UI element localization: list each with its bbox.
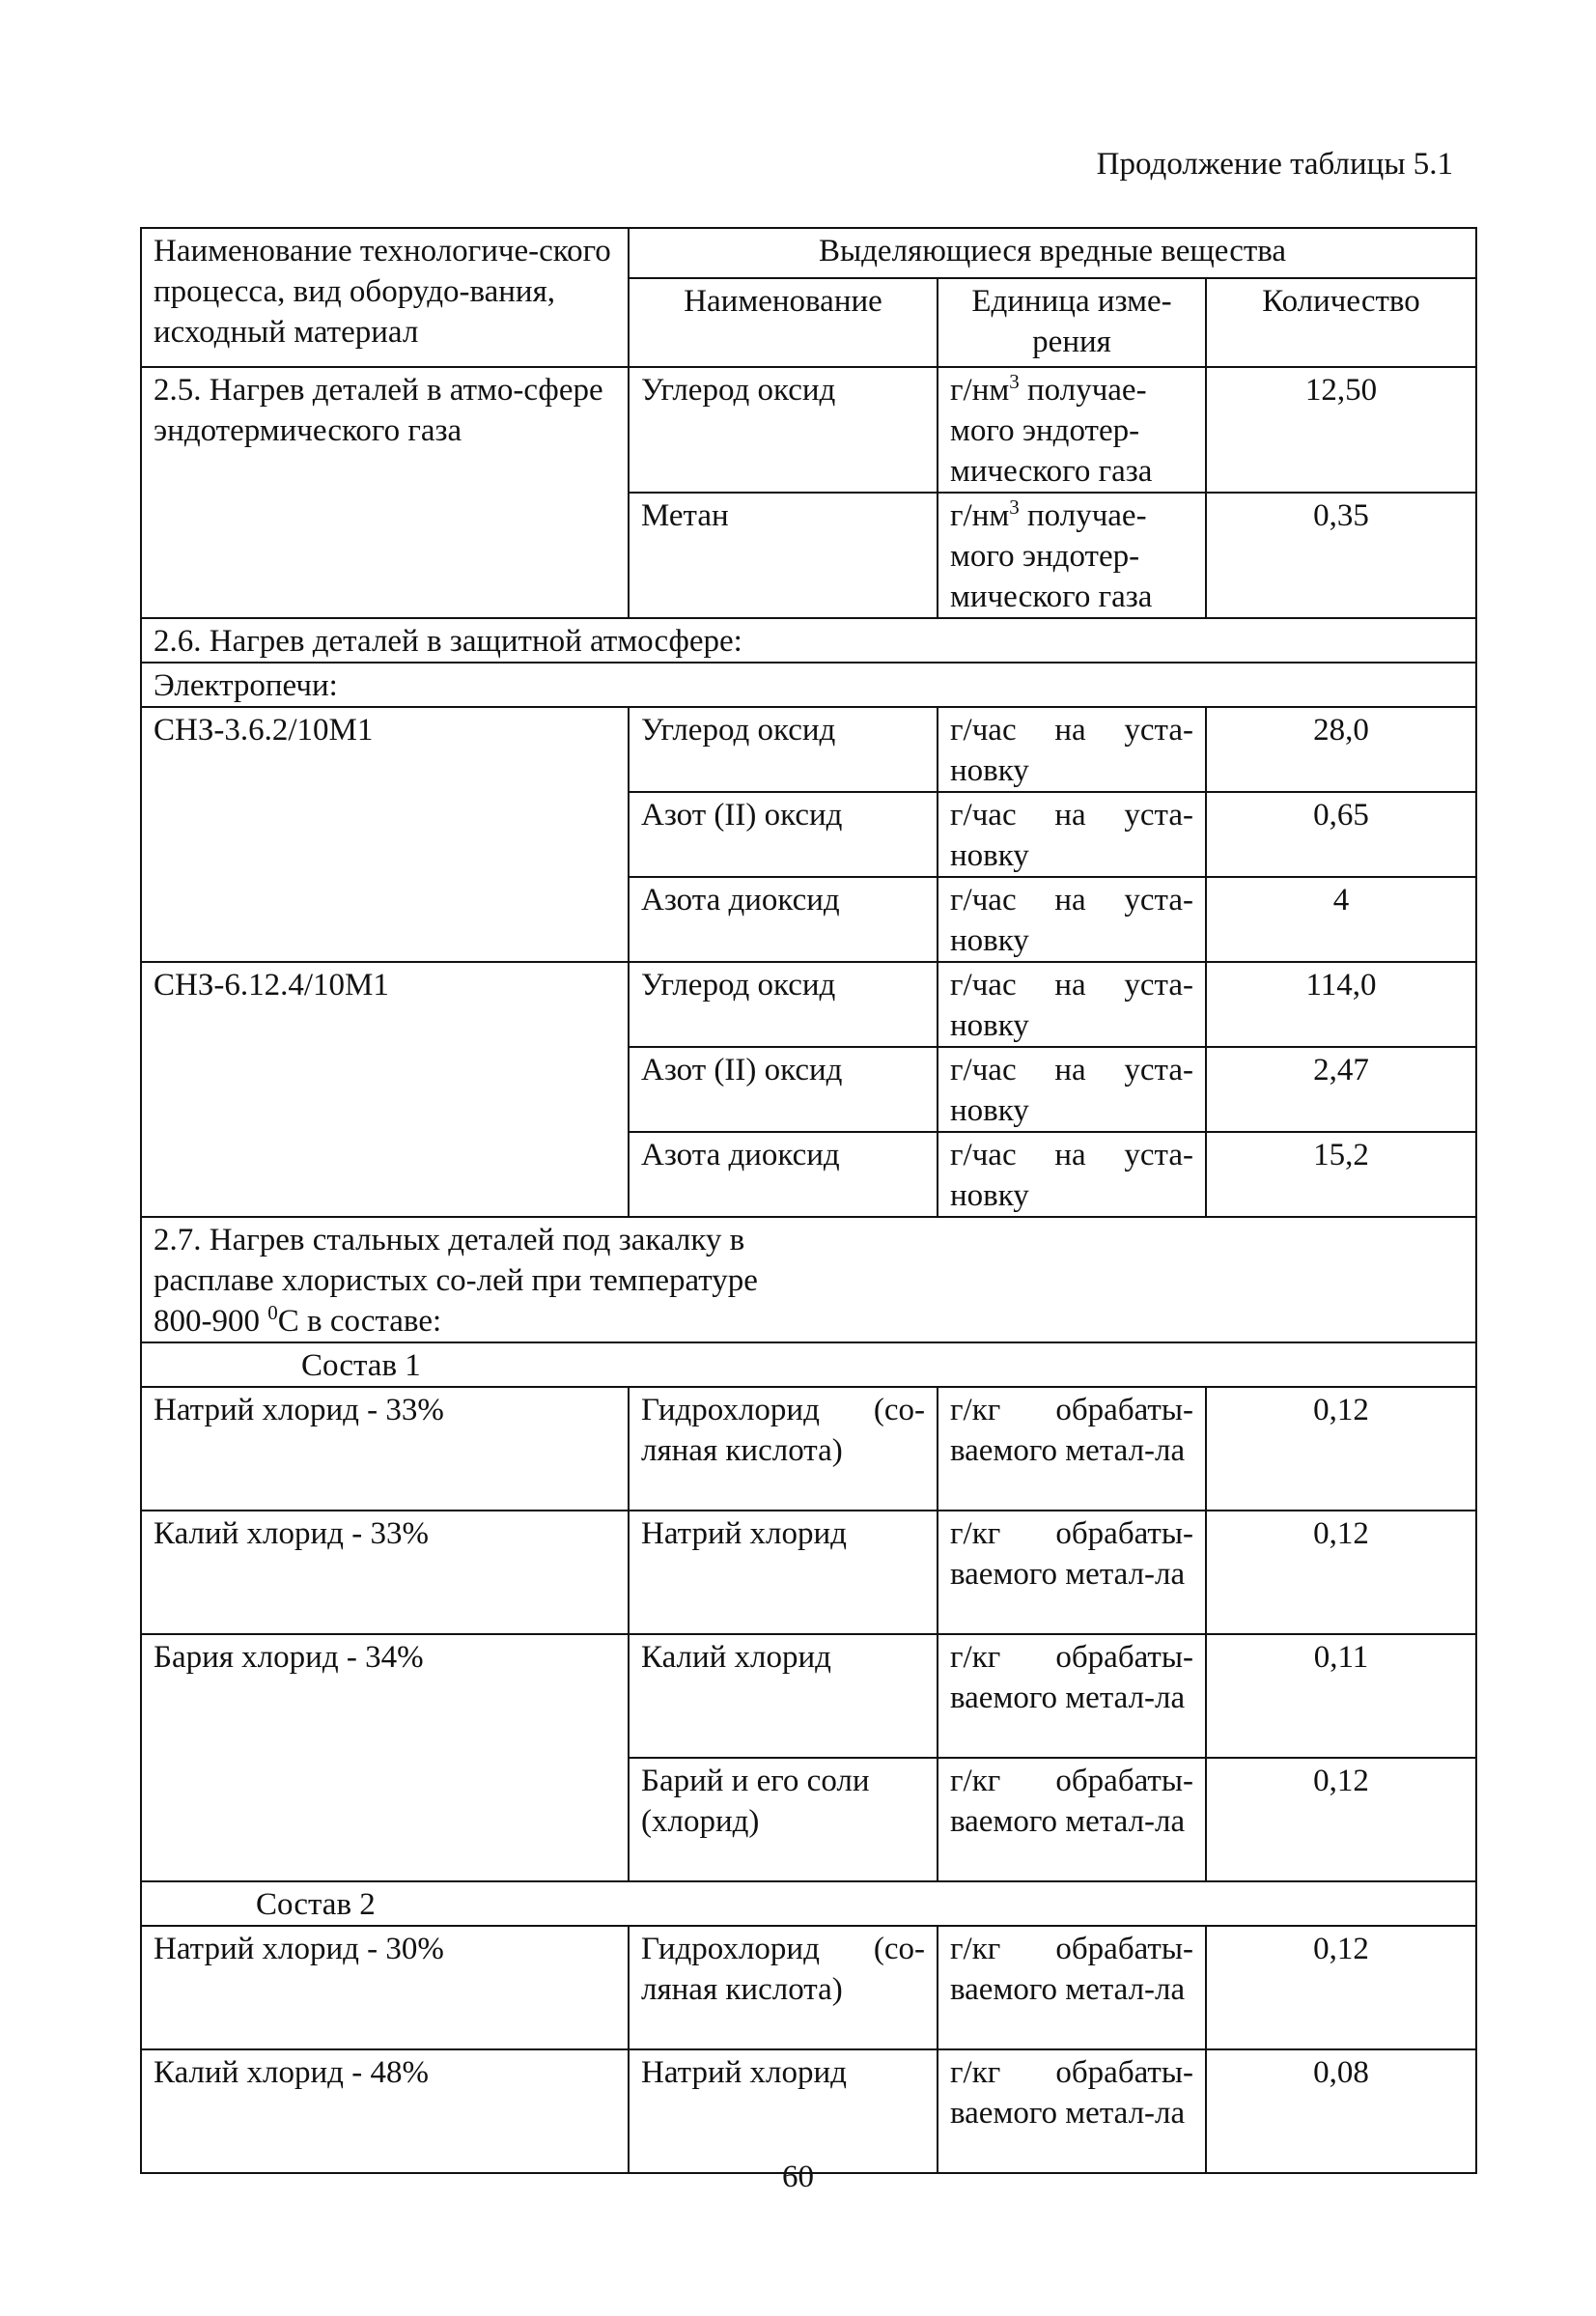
table-row (141, 1634, 1476, 1758)
section-title-row (141, 618, 1476, 663)
material-cell: Натрий хлорид - 30% (141, 1926, 629, 2049)
amount-cell: 0,35 (1206, 493, 1476, 618)
unit-cell: г/кг обрабаты-ваемого метал-ла (938, 2049, 1206, 2173)
amount-cell: 0,12 (1206, 1511, 1476, 1634)
unit-cell: г/час на уста-новку (938, 962, 1206, 1047)
amount-cell: 12,50 (1206, 367, 1476, 493)
unit-cell: г/кг обрабаты-ваемого метал-ла (938, 1634, 1206, 1758)
section-subtitle: Электропечи: (141, 663, 1476, 707)
amount-cell: 15,2 (1206, 1132, 1476, 1217)
substance-cell: Углерод оксид (629, 707, 938, 792)
furnace-cell: СНЗ-3.6.2/10М1 (141, 707, 629, 962)
process-cell: 2.5. Нагрев деталей в атмо-сфере эндотермического газа (141, 367, 629, 618)
unit-cell: г/кг обрабаты-ваемого метал-ла (938, 1511, 1206, 1634)
table-row (141, 962, 1476, 1047)
unit-cell: г/час на уста-новку (938, 1047, 1206, 1132)
header-group: Выделяющиеся вредные вещества (629, 228, 1476, 278)
section-subtitle-row (141, 663, 1476, 707)
unit-cell: г/час на уста-новку (938, 877, 1206, 962)
section-title: 2.7. Нагрев стальных деталей под закалку в расплаве хлористых со-лей при температуре 800-900 $^0$С в составе: (141, 1217, 1476, 1342)
substance-cell: Азот (II) оксид (629, 1047, 938, 1132)
table-row (141, 367, 1476, 493)
table-row (141, 1926, 1476, 2049)
table-row (141, 707, 1476, 792)
substance-cell: Натрий хлорид (629, 2049, 938, 2173)
substance-cell: Азота диоксид (629, 1132, 938, 1217)
amount-cell: 114,0 (1206, 962, 1476, 1047)
amount-cell: 28,0 (1206, 707, 1476, 792)
header-name: Наименование (629, 278, 938, 367)
substance-cell: Метан (629, 493, 938, 618)
amount-cell: 2,47 (1206, 1047, 1476, 1132)
unit-cell: г/час на уста-новку (938, 707, 1206, 792)
page-number: 60 (782, 2160, 814, 2194)
material-cell: Калий хлорид - 48% (141, 2049, 629, 2173)
amount-cell: 0,08 (1206, 2049, 1476, 2173)
unit-cell: г/час на уста-новку (938, 1132, 1206, 1217)
header-row (141, 228, 1476, 278)
unit-cell: $г/нм^3$ получае-мого эндотер-мического газа (938, 493, 1206, 618)
substance-cell: Гидрохлорид (со-ляная кислота) (629, 1387, 938, 1511)
substance-cell: Азота диоксид (629, 877, 938, 962)
material-cell: Бария хлорид - 34% (141, 1634, 629, 1881)
furnace-cell: СНЗ-6.12.4/10М1 (141, 962, 629, 1217)
unit-cell: г/час на уста-новку (938, 792, 1206, 877)
substance-cell: Барий и его соли (хлорид) (629, 1758, 938, 1881)
amount-cell: 0,65 (1206, 792, 1476, 877)
substance-cell: Углерод оксид (629, 367, 938, 493)
unit-cell: $г/нм^3$ получае-мого эндотер-мического газа (938, 367, 1206, 493)
composition-label: Состав 2 (141, 1881, 1476, 1926)
emissions-table (140, 227, 1477, 2174)
section-title: 2.6. Нагрев деталей в защитной атмосфере: (141, 618, 1476, 663)
amount-cell: 0,12 (1206, 1387, 1476, 1511)
unit-cell: г/кг обрабаты-ваемого метал-ла (938, 1926, 1206, 2049)
header-unit: Единица изме-рения (938, 278, 1206, 367)
composition-row (141, 1881, 1476, 1926)
unit-cell: г/кг обрабаты-ваемого метал-ла (938, 1387, 1206, 1511)
table-row (141, 1511, 1476, 1634)
material-cell: Калий хлорид - 33% (141, 1511, 629, 1634)
table-row (141, 1387, 1476, 1511)
amount-cell: 4 (1206, 877, 1476, 962)
composition-label: Состав 1 (141, 1342, 1476, 1387)
composition-row (141, 1342, 1476, 1387)
substance-cell: Углерод оксид (629, 962, 938, 1047)
amount-cell: 0,12 (1206, 1758, 1476, 1881)
substance-cell: Калий хлорид (629, 1634, 938, 1758)
section-title-row (141, 1217, 1476, 1342)
header-amount: Количество (1206, 278, 1476, 367)
unit-cell: г/кг обрабаты-ваемого метал-ла (938, 1758, 1206, 1881)
header-process: Наименование технологиче-ского процесса, вид оборудо-вания, исходный материал (141, 228, 629, 367)
substance-cell: Натрий хлорид (629, 1511, 938, 1634)
substance-cell: Гидрохлорид (со-ляная кислота) (629, 1926, 938, 2049)
table-row (141, 2049, 1476, 2173)
material-cell: Натрий хлорид - 33% (141, 1387, 629, 1511)
substance-cell: Азот (II) оксид (629, 792, 938, 877)
amount-cell: 0,11 (1206, 1634, 1476, 1758)
table-caption: Продолжение таблицы 5.1 (1096, 147, 1453, 182)
amount-cell: 0,12 (1206, 1926, 1476, 2049)
